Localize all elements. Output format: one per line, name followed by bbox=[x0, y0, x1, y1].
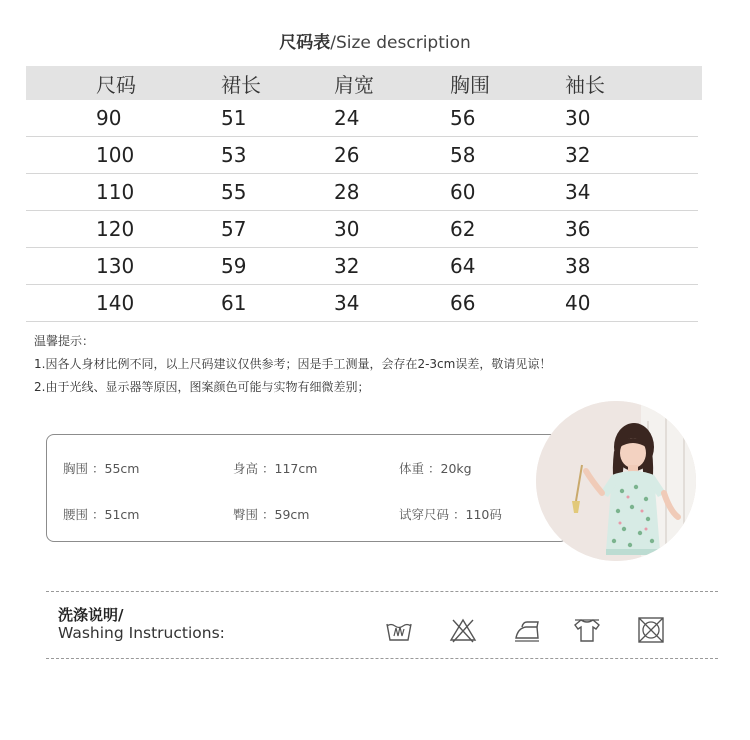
tips-line-1: 1.因各人身材比例不同，以上尺码建议仅供参考；因是手工测量，会存在2-3cm误差，敬请见谅！ bbox=[34, 357, 552, 371]
girl-in-dress-image bbox=[536, 401, 696, 561]
waist-value: 51cm bbox=[104, 507, 140, 522]
cell-dress-length: 51 bbox=[221, 106, 247, 130]
table-row bbox=[26, 174, 698, 211]
header-dress-length: 裙长 bbox=[221, 72, 261, 97]
cell-dress-length: 53 bbox=[221, 143, 247, 167]
fit-size-info: 试穿尺码 ：110码 bbox=[399, 507, 502, 522]
cell-sleeve: 40 bbox=[565, 291, 591, 315]
cell-sleeve: 36 bbox=[565, 217, 591, 241]
header-shoulder: 肩宽 bbox=[334, 72, 374, 97]
tips bbox=[34, 330, 551, 399]
washing-title-cn: 洗涤说明/ bbox=[58, 606, 124, 624]
table-row bbox=[26, 285, 698, 322]
header-size: 尺码 bbox=[96, 72, 136, 97]
no-bleach-icon bbox=[448, 616, 478, 644]
chest-label: 胸围 bbox=[63, 461, 89, 476]
cell-sleeve: 32 bbox=[565, 143, 591, 167]
cell-chest: 62 bbox=[450, 217, 476, 241]
cell-dress-length: 57 bbox=[221, 217, 247, 241]
cell-size: 140 bbox=[96, 291, 135, 315]
cell-size: 130 bbox=[96, 254, 135, 278]
cell-chest: 64 bbox=[450, 254, 476, 278]
size-chart-title bbox=[0, 28, 750, 53]
height-label: 身高 bbox=[233, 461, 259, 476]
title-en: /Size description bbox=[330, 33, 471, 53]
cell-sleeve: 38 bbox=[565, 254, 591, 278]
cell-chest: 66 bbox=[450, 291, 476, 315]
table-row bbox=[26, 248, 698, 285]
cell-chest: 58 bbox=[450, 143, 476, 167]
waist-info: 腰围 ：51cm bbox=[63, 507, 140, 522]
table-row bbox=[26, 211, 698, 248]
tips-heading: 温馨提示： bbox=[34, 334, 95, 348]
weight-label: 体重 bbox=[399, 461, 425, 476]
divider-top bbox=[46, 591, 718, 592]
cell-shoulder: 30 bbox=[334, 217, 360, 241]
cell-shoulder: 28 bbox=[334, 180, 360, 204]
table-row bbox=[26, 100, 698, 137]
tips-line-2: 2.由于光线、显示器等原因，图案颜色可能与实物有细微差别； bbox=[34, 380, 370, 394]
table-row bbox=[26, 137, 698, 174]
chest-info: 胸围 ：55cm bbox=[63, 461, 140, 476]
cell-shoulder: 26 bbox=[334, 143, 360, 167]
no-tumble-dry-icon bbox=[636, 616, 666, 644]
hip-info: 臀围 ：59cm bbox=[233, 507, 310, 522]
model-photo bbox=[536, 401, 696, 561]
header-chest: 胸围 bbox=[450, 72, 490, 97]
height-info: 身高 ：117cm bbox=[233, 461, 318, 476]
size-table bbox=[26, 66, 702, 322]
cell-shoulder: 24 bbox=[334, 106, 360, 130]
cell-dress-length: 59 bbox=[221, 254, 247, 278]
waist-label: 腰围 bbox=[63, 507, 89, 522]
cell-chest: 60 bbox=[450, 180, 476, 204]
cell-dress-length: 61 bbox=[221, 291, 247, 315]
cell-sleeve: 34 bbox=[565, 180, 591, 204]
fit-size-value: 110码 bbox=[465, 507, 502, 522]
weight-value: 20kg bbox=[440, 461, 472, 476]
cell-dress-length: 55 bbox=[221, 180, 247, 204]
iron-icon bbox=[512, 616, 542, 644]
table-header bbox=[26, 66, 702, 100]
title-cn: 尺码表 bbox=[279, 33, 331, 53]
chest-value: 55cm bbox=[104, 461, 140, 476]
fit-size-label: 试穿尺码 bbox=[399, 507, 450, 522]
cell-size: 110 bbox=[96, 180, 135, 204]
cell-sleeve: 30 bbox=[565, 106, 591, 130]
hip-label: 臀围 bbox=[233, 507, 259, 522]
washing-title-en: Washing Instructions: bbox=[58, 624, 225, 642]
height-value: 117cm bbox=[274, 461, 318, 476]
cell-chest: 56 bbox=[450, 106, 476, 130]
hip-value: 59cm bbox=[274, 507, 310, 522]
model-info-box bbox=[46, 434, 568, 542]
cell-size: 100 bbox=[96, 143, 135, 167]
divider-bottom bbox=[46, 658, 718, 659]
hand-wash-icon bbox=[384, 616, 414, 644]
cell-size: 120 bbox=[96, 217, 135, 241]
cell-size: 90 bbox=[96, 106, 122, 130]
cell-shoulder: 32 bbox=[334, 254, 360, 278]
header-sleeve: 袖长 bbox=[565, 72, 605, 97]
cell-shoulder: 34 bbox=[334, 291, 360, 315]
weight-info: 体重 ：20kg bbox=[399, 461, 472, 476]
line-dry-icon bbox=[572, 616, 602, 644]
